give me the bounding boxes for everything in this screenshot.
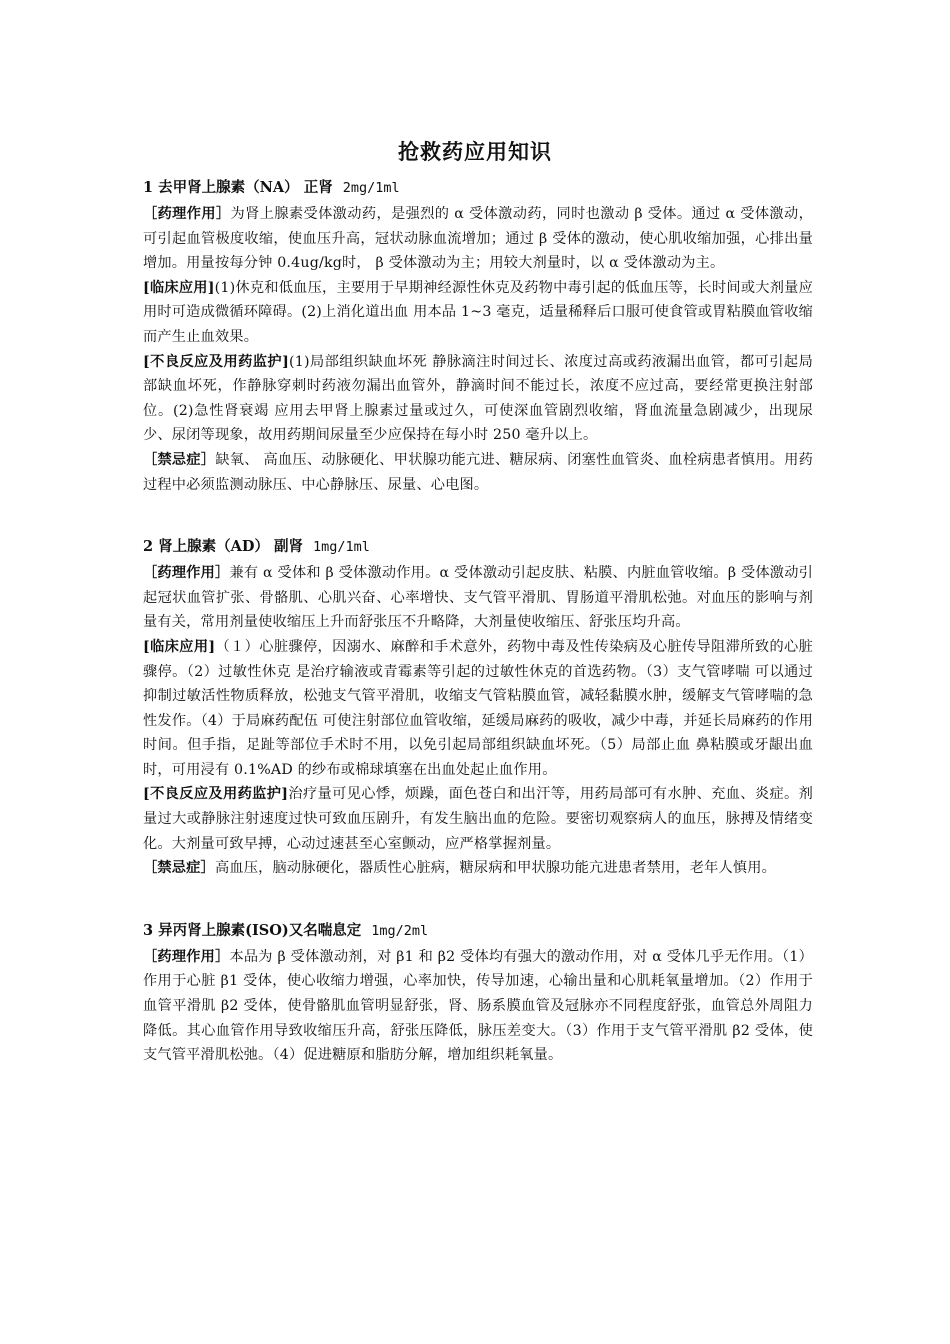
paragraph-text: 高血压，脑动脉硬化，器质性心脏病，糖尿病和甲状腺功能亢进患者禁用，老年人慎用。: [214, 860, 777, 877]
dose-label: 2mg/1ml: [342, 180, 400, 196]
paragraph-pharmacology: [143, 945, 813, 1068]
dose-label: 1mg/2ml: [371, 922, 429, 939]
paragraph-contraindications: [143, 856, 813, 881]
paragraph-label: ［禁忌症］: [143, 451, 216, 468]
paragraph-text: 缺氧、 高血压、动脉硬化、甲状腺功能亢进、糖尿病、闭塞性血管炎、血栓病患者慎用。用药过程中必须监测动脉压、中心静脉压、尿量、心电图。: [143, 451, 813, 493]
paragraph-adverse-reactions: [143, 350, 813, 448]
paragraph-label: ［药理作用］: [143, 206, 231, 222]
paragraph-text: (1)局部组织缺血坏死 静脉滴注时间过长、浓度过高或药液漏出血管，都可引起局部缺血坏死，作静脉穿刺时药液勿漏出血管外，静滴时间不能过长，浓度不应过高，要经常更换注射部位。(2)急性肾衰竭 应用去甲肾上腺素过量或过久，可使深血管剧烈收缩，肾血流量急剧减少，出现尿少、尿闭等现象，故用药期间尿量至少应保持在每小时 250 毫升以上。: [143, 353, 813, 444]
section-norepinephrine: [143, 176, 813, 497]
paragraph-label: [临床应用]: [143, 638, 216, 655]
paragraph-label: ［禁忌症］: [143, 860, 215, 877]
document-body: [143, 176, 813, 1106]
paragraph-text: （１）心脏骤停，因溺水、麻醉和手术意外，药物中毒及性传染病及心脏传导阻滞所致的心脏骤停。（2）过敏性休克 是治疗输液或青霉素等引起的过敏性休克的首选药物。（3）支气管哮喘 可以通过抑制过敏活性物质释放，松弛支气管平滑肌，收缩支气管粘膜血管，减轻黏膜水肿，缓解支气管哮喘的急性发作。（4）于局麻药配伍 可使注射部位血管收缩，延缓局麻药的吸收，减少中毒，并延长局麻药的作用时间。但手指，足趾等部位手术时不用，以免引起局部组织缺血坏死。（5）局部止血 鼻粘膜或牙龈出血时，可用浸有 0.1%AD 的纱布或棉球填塞在出血处起止血作用。: [143, 638, 813, 778]
paragraph-label: [不良反应及用药监护]: [143, 786, 289, 803]
paragraph-clinical-use: [143, 635, 813, 783]
section-heading: [143, 176, 813, 200]
paragraph-pharmacology: [143, 202, 813, 276]
paragraph-label: [不良反应及用药监护]: [143, 353, 289, 370]
section-heading-text: 1 去甲肾上腺素（NA） 正肾: [143, 179, 333, 196]
paragraph-adverse-reactions: [143, 782, 813, 856]
paragraph-label: ［药理作用］: [143, 948, 230, 965]
paragraph-text: 为肾上腺素受体激动药，是强烈的 α 受体激动药，同时也激动 β 受体。通过 α 受体激动，可引起血管极度收缩，使血压升高，冠状动脉血流增加；通过 β 受体的激动，使心肌收缩加强，心排出量增加。用量按每分钟 0.4ug/kg时， β 受体激动为主；用较大剂量时，以 α 受体激动为主。: [143, 206, 813, 272]
section-heading-text: 2 肾上腺素（AD） 副肾: [143, 538, 304, 556]
section-heading: [143, 535, 813, 559]
page-title: 抢救药应用知识: [398, 139, 552, 164]
section-isoproterenol: [143, 919, 813, 1068]
paragraph-pharmacology: [143, 561, 813, 635]
paragraph-clinical-use: [143, 276, 813, 350]
section-heading: [143, 919, 813, 943]
paragraph-text: 兼有 α 受体和 β 受体激动作用。α 受体激动引起皮肤、粘膜、内脏血管收缩。β 受体激动引起冠状血管扩张、骨骼肌、心肌兴奋、心率增快、支气管平滑肌、胃肠道平滑肌松弛。对血压的影响与剂量有关，常用剂量使收缩压上升而舒张压不升略降，大剂量使收缩压、舒张压均升高。: [143, 565, 813, 631]
paragraph-text: (1)休克和低血压，主要用于早期神经源性休克及药物中毒引起的低血压等，长时间或大剂量应用时可造成微循环障碍。(2)上消化道出血 用本品 1~3 毫克，适量稀释后口服可使食管或胃粘膜血管收缩而产生止血效果。: [143, 279, 813, 345]
paragraph-contraindications: [143, 448, 813, 497]
dose-label: 1mg/1ml: [313, 539, 370, 556]
paragraph-text: 本品为 β 受体激动剂，对 β1 和 β2 受体均有强大的激动作用，对 α 受体几乎无作用。（1）作用于心脏 β1 受体，使心收缩力增强，心率加快，传导加速，心输出量和心肌耗氧量增加。（2）作用于血管平滑肌 β2 受体，使骨骼肌血管明显舒张，肾、肠系膜血管及冠脉亦不同程度舒张，血管总外周阻力降低。其心血管作用导致收缩压升高，舒张压降低，脉压差变大。（3）作用于支气管平滑肌 β2 受体，使支气管平滑肌松弛。（4）促进糖原和脂肪分解，增加组织耗氧量。: [143, 948, 813, 1064]
paragraph-label: [临床应用]: [143, 279, 215, 296]
section-heading-text: 3 异丙肾上腺素(ISO)又名喘息定: [143, 921, 362, 939]
paragraph-text: 治疗量可见心悸，烦躁，面色苍白和出汗等，用药局部可有水肿、充血、炎症。剂量过大或静脉注射速度过快可致血压剧升，有发生脑出血的危险。要密切观察病人的血压，脉搏及情绪变化。大剂量可致早搏，心动过速甚至心室颤动，应严格掌握剂量。: [143, 786, 813, 852]
section-epinephrine: [143, 535, 813, 881]
paragraph-label: ［药理作用］: [143, 565, 230, 582]
